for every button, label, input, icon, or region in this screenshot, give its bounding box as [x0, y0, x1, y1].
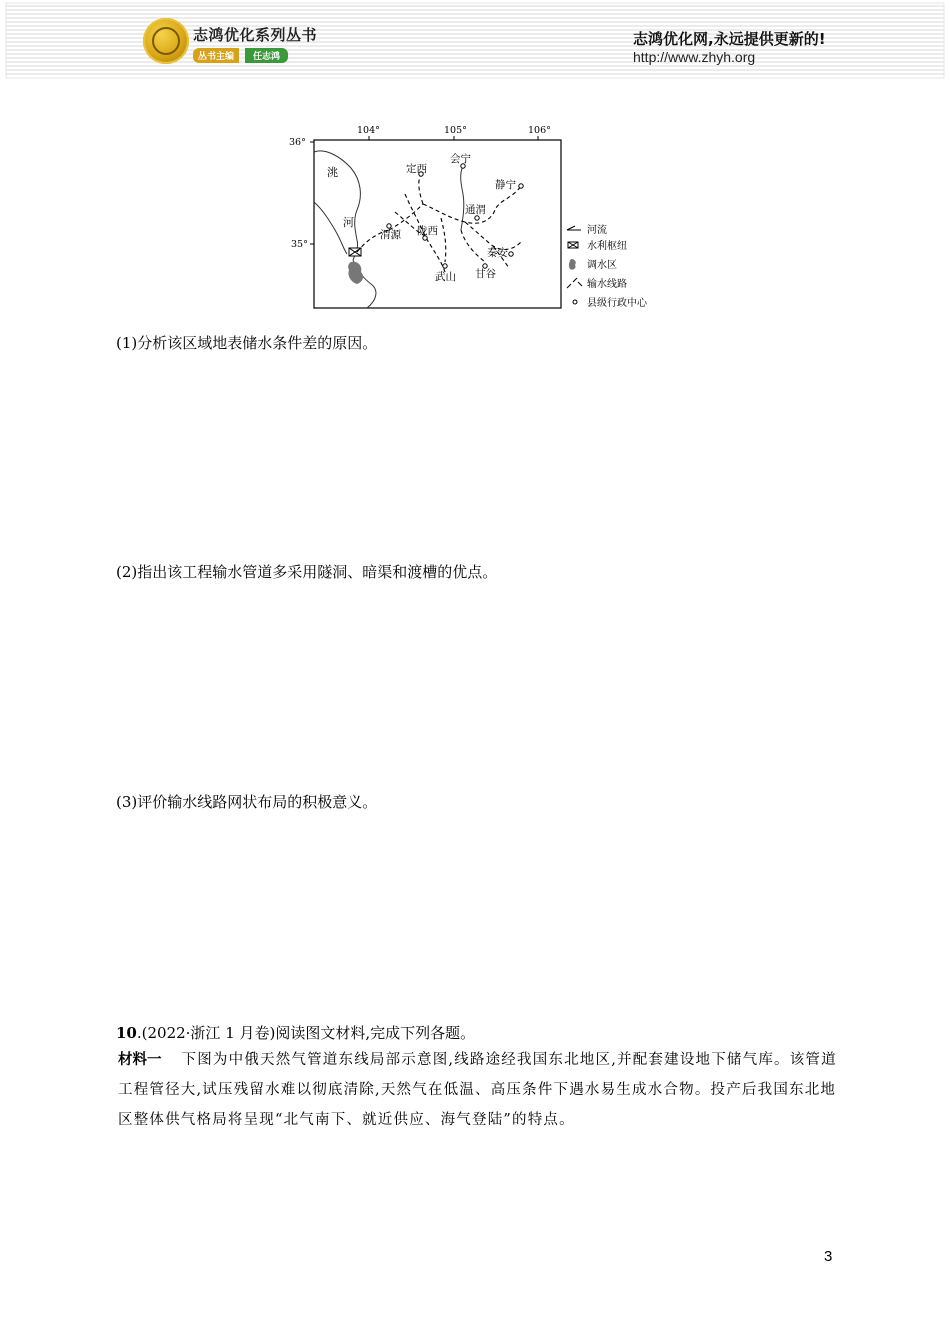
material-1-label: 材料一: [118, 1051, 162, 1068]
question-10-number: 10: [116, 1024, 137, 1042]
header-url[interactable]: http://www.zhyh.org: [633, 49, 756, 65]
header-slogan: 志鸿优化网,永远提供更新的!: [633, 30, 826, 48]
place-wushan: 武山: [435, 271, 456, 283]
place-weiyuan: 渭源: [380, 229, 401, 241]
map-legend: [567, 223, 648, 309]
question-10-heading: [116, 1023, 475, 1043]
question-2: (2)指出该工程输水管道多采用隧洞、暗渠和渡槽的优点。: [116, 563, 498, 581]
series-title: 志鸿优化系列丛书: [193, 26, 318, 44]
water-transfer-map: [285, 122, 665, 320]
river-label-he: 河: [343, 216, 354, 229]
place-tongwei: 通渭: [465, 204, 486, 216]
lon-label-106: 106°: [528, 125, 551, 136]
legend-hub: 水利枢纽: [587, 241, 627, 252]
place-huining: 会宁: [450, 153, 471, 165]
question-10-source: .(2022·浙江 1 月卷)阅读图文材料,完成下列各题。: [136, 1024, 476, 1042]
lat-label-35: 35°: [291, 239, 308, 250]
lat-label-36: 36°: [289, 137, 306, 148]
lon-label-104: 104°: [357, 125, 380, 136]
legend-county-center: 县级行政中心: [587, 298, 647, 309]
place-dingxi: 定西: [406, 163, 427, 175]
place-gangu: 甘谷: [475, 268, 496, 280]
material-1-text: 下图为中俄天然气管道东线局部示意图,线路途经我国东北地区,并配套建设地下储气库。该管道工程管径大,试压残留水难以彻底清除,天然气在低温、高压条件下遇水易生成水合物。投产后我国东北地区整体供气格局将呈现“北气南下、就近供应、海气登陆”的特点。: [118, 1052, 837, 1128]
question-1: (1)分析该区域地表储水条件差的原因。: [116, 334, 378, 352]
legend-route: 输水线路: [587, 279, 627, 290]
question-3: (3)评价输水线路网状布局的积极意义。: [116, 793, 378, 811]
material-1-paragraph: [118, 1045, 838, 1135]
publisher-logo-icon: [143, 18, 189, 64]
page-number: 3: [824, 1248, 833, 1265]
legend-river: 河流: [587, 225, 607, 236]
river-label-tao: 洮: [327, 166, 338, 179]
editor-name: 任志鸿: [245, 48, 288, 63]
place-jingning: 静宁: [495, 179, 516, 191]
place-qinan: 秦安: [487, 247, 508, 259]
legend-transfer-area: 调水区: [587, 260, 617, 271]
lon-label-105: 105°: [444, 125, 467, 136]
place-longxi: 陇西: [417, 225, 438, 237]
editor-label: 丛书主编: [193, 48, 239, 63]
